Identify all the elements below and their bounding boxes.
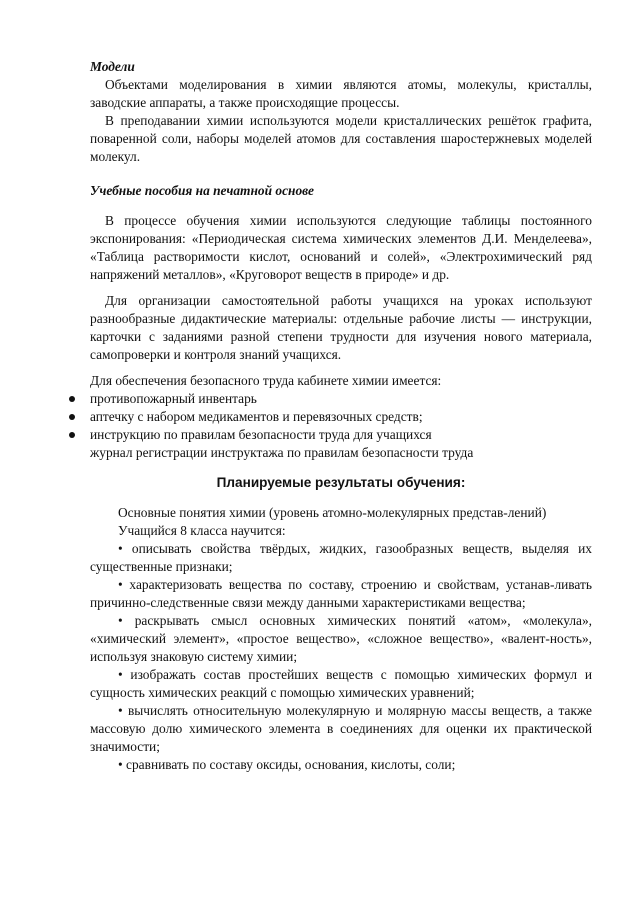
paragraph: Объектами моделирования в химии являются атомы, молекулы, кристаллы, заводские аппараты, а также происходящие процессы. bbox=[90, 77, 592, 110]
list-item: • вычислять относительную молекулярную и молярную массы веществ, а также массовую долю химического элемента в соединениях для оценки их практической значимости; bbox=[90, 703, 592, 754]
text-column bbox=[90, 58, 592, 774]
paragraph: Учащийся 8 класса научится: bbox=[118, 523, 286, 538]
list-item: аптечку с набором медикаментов и перевязочных средств; bbox=[90, 408, 592, 426]
paragraph: Основные понятия химии (уровень атомно-молекулярных представ-лений) bbox=[118, 505, 547, 520]
bullet-icon bbox=[69, 396, 75, 402]
list-item: • изображать состав простейших веществ с помощью химических формул и сущность химических реакций с помощью химических уравнений; bbox=[90, 667, 592, 700]
paragraph: В процессе обучения химии используются следующие таблицы постоянного экспонирования: «Периодическая система химических элементов Д.И. Менделеева», «Таблица растворимости кислот, оснований и солей», «Электрохимический ряд напряжений металлов», «Круговорот веществ в природе» и др. bbox=[90, 213, 592, 282]
list-item: инструкцию по правилам безопасности труда для учащихся bbox=[90, 426, 592, 444]
bullet-icon bbox=[69, 414, 75, 420]
list-item: противопожарный инвентарь bbox=[90, 390, 592, 408]
list-item: • характеризовать вещества по составу, строению и свойствам, устанав-ливать причинно-следственные связи между данными характеристиками вещества; bbox=[90, 577, 592, 610]
section-heading-results: Планируемые результаты обучения: bbox=[216, 475, 466, 490]
list-item: • описывать свойства твёрдых, жидких, газообразных веществ, выделяя их существенные признаки; bbox=[90, 541, 592, 574]
paragraph: Для организации самостоятельной работы учащихся на уроках используют разнообразные дидактические материалы: отдельные рабочие листы — инструкции, карточки с заданиями разной степени трудности для изучения нового материала, самопроверки и контроля знаний учащихся. bbox=[90, 293, 592, 362]
section-heading-printed-materials: Учебные пособия на печатной основе bbox=[90, 183, 314, 198]
paragraph: журнал регистрации инструктажа по правилам безопасности труда bbox=[90, 445, 474, 460]
safety-equipment-list bbox=[90, 390, 592, 444]
list-item: • раскрывать смысл основных химических понятий «атом», «молекула», «химический элемент», «простое вещество», «сложное вещество», «валент-ность», используя знаковую систему химии; bbox=[90, 613, 592, 664]
paragraph: В преподавании химии используются модели кристаллических решёток графита, поваренной соли, наборы моделей атомов для составления шаростержневых моделей молекул. bbox=[90, 113, 592, 164]
bullet-icon bbox=[69, 432, 75, 438]
section-heading-models: Модели bbox=[90, 59, 135, 74]
paragraph: Для обеспечения безопасного труда кабинете химии имеется: bbox=[90, 373, 442, 388]
list-item: • сравнивать по составу оксиды, основания, кислоты, соли; bbox=[118, 757, 456, 772]
